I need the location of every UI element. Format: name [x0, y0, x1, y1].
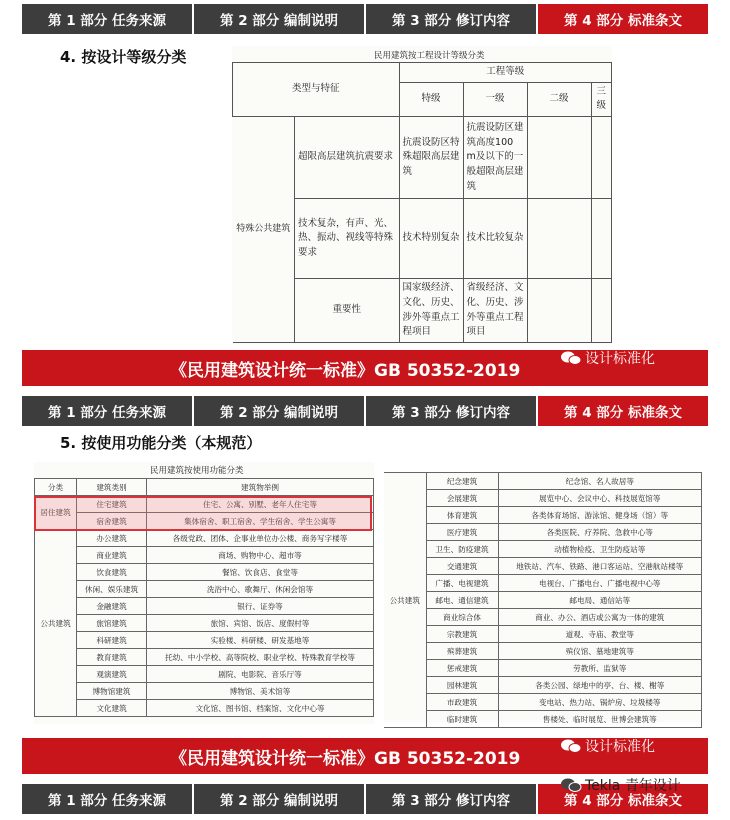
residential-label: 居住建筑	[35, 496, 77, 530]
example-cell: 展览中心、会议中心、科技展览馆等	[498, 490, 702, 507]
function-table-right	[384, 472, 702, 728]
design-grade-table	[232, 62, 612, 343]
kind-cell: 教育建筑	[77, 649, 147, 666]
kind-cell: 临时建筑	[426, 711, 498, 728]
nav-tab-standard-text[interactable]: 第 4 部分 标准条文	[538, 4, 708, 34]
standard-title: 《民用建筑设计统一标准》GB 50352-2019	[170, 749, 521, 769]
table-row	[35, 598, 374, 615]
special-cell: 抗震设防区特殊超限高层建筑	[399, 117, 463, 199]
bottom-watermark-text: Tekla 青年设计	[585, 778, 681, 794]
nav-tab-task-source[interactable]: 第 1 部分 任务来源	[22, 784, 194, 814]
example-cell: 商场、购物中心、超市等	[147, 547, 374, 564]
section-nav-2	[22, 396, 708, 426]
table-row	[35, 666, 374, 683]
example-cell: 各级党政、团体、企事业单位办公楼、商务写字楼等	[147, 530, 374, 547]
kind-cell: 博物馆建筑	[77, 683, 147, 700]
table-row	[35, 615, 374, 632]
example-cell: 餐馆、饮食店、食堂等	[147, 564, 374, 581]
watermark-text: 设计标准化	[585, 739, 655, 755]
function-table-scan-left	[34, 462, 374, 724]
example-cell: 旅馆、宾馆、饭店、度假村等	[147, 615, 374, 632]
residential-highlight	[34, 496, 372, 531]
one-cell: 技术比较复杂	[463, 199, 527, 279]
special-cell: 国家级经济、文化、历史、涉外等重点工程项目	[399, 279, 463, 343]
header-type-feature: 类型与特征	[233, 63, 400, 117]
example-cell: 洗浴中心、歌舞厅、休闲会馆等	[147, 581, 374, 598]
kind-cell: 广播、电视建筑	[426, 575, 498, 592]
watermark-wechat	[560, 736, 655, 756]
header-grade: 工程等级	[399, 63, 611, 83]
example-cell: 托幼、中小学校、高等院校、职业学校、特殊教育学校等	[147, 649, 374, 666]
kind-cell: 宿舍建筑	[77, 513, 147, 530]
kind-cell: 旅馆建筑	[77, 615, 147, 632]
table-row	[35, 683, 374, 700]
example-cell: 变电站、热力站、锅炉房、垃圾楼等	[498, 694, 702, 711]
example-cell: 商业、办公、酒店或公寓为一体的建筑	[498, 609, 702, 626]
table-row	[384, 507, 702, 524]
example-cell: 集体宿舍、职工宿舍、学生宿舍、学生公寓等	[147, 513, 374, 530]
example-cell: 售楼处、临时展览、世博会建筑等	[498, 711, 702, 728]
watermark-text: 设计标准化	[585, 351, 655, 367]
header-kind: 建筑类别	[77, 479, 147, 496]
table-row	[35, 547, 374, 564]
public-label: 公共建筑	[35, 530, 77, 717]
feature-cell: 技术复杂，有声、光、热、振动、视线等特殊要求	[295, 199, 400, 279]
kind-cell: 商业建筑	[77, 547, 147, 564]
kind-cell: 纪念建筑	[426, 473, 498, 490]
public-label: 公共建筑	[384, 473, 426, 728]
table-row	[35, 649, 374, 666]
example-cell: 劳教所、监狱等	[498, 660, 702, 677]
kind-cell: 会展建筑	[426, 490, 498, 507]
example-cell: 殡仪馆、墓地建筑等	[498, 643, 702, 660]
kind-cell: 医疗建筑	[426, 524, 498, 541]
example-cell: 银行、证券等	[147, 598, 374, 615]
table-row	[35, 700, 374, 717]
example-cell: 各类体育场馆、游泳馆、健身场（馆）等	[498, 507, 702, 524]
table-row	[384, 694, 702, 711]
one-cell: 抗震设防区建筑高度100 m及以下的一般超限高层建筑	[463, 117, 527, 199]
group-special-public: 特殊公共建筑	[233, 117, 295, 343]
example-cell: 地铁站、汽车、铁路、港口客运站、空港航站楼等	[498, 558, 702, 575]
table-row	[384, 490, 702, 507]
standard-banner-2	[22, 738, 708, 774]
table-row	[384, 660, 702, 677]
nav-tab-compilation[interactable]: 第 2 部分 编制说明	[194, 784, 366, 814]
section4-heading: 4. 按设计等级分类	[60, 48, 187, 66]
section-nav-1	[22, 4, 708, 34]
header-special: 特级	[399, 82, 463, 116]
kind-cell: 交通建筑	[426, 558, 498, 575]
table-row	[384, 592, 702, 609]
example-cell: 各类医院、疗养院、急救中心等	[498, 524, 702, 541]
kind-cell: 园林建筑	[426, 677, 498, 694]
header-example: 建筑物举例	[147, 479, 374, 496]
nav-tab-task-source[interactable]: 第 1 部分 任务来源	[22, 396, 194, 426]
table-row	[384, 609, 702, 626]
nav-tab-revision[interactable]: 第 3 部分 修订内容	[366, 396, 538, 426]
table-row	[384, 643, 702, 660]
nav-tab-standard-text[interactable]: 第 4 部分 标准条文	[538, 784, 708, 814]
design-grade-table-title: 民用建筑按工程设计等级分类	[374, 51, 485, 61]
wechat-icon	[560, 738, 582, 754]
nav-tab-standard-text[interactable]: 第 4 部分 标准条文	[538, 396, 708, 426]
example-cell: 各类公园、绿地中的亭、台、楼、榭等	[498, 677, 702, 694]
feature-cell: 重要性	[295, 279, 400, 343]
table-row	[384, 575, 702, 592]
standard-title: 《民用建筑设计统一标准》GB 50352-2019	[170, 361, 521, 381]
section5-heading: 5. 按使用功能分类（本规范）	[60, 434, 262, 452]
kind-cell: 科研建筑	[77, 632, 147, 649]
kind-cell: 休闲、娱乐建筑	[77, 581, 147, 598]
table-row	[384, 677, 702, 694]
kind-cell: 办公建筑	[77, 530, 147, 547]
special-cell: 技术特别复杂	[399, 199, 463, 279]
function-table-title: 民用建筑按使用功能分类	[150, 466, 244, 476]
watermark-wechat	[560, 348, 655, 368]
kind-cell: 殡葬建筑	[426, 643, 498, 660]
kind-cell: 邮电、通信建筑	[426, 592, 498, 609]
table-row	[384, 524, 702, 541]
example-cell: 动植物检疫、卫生防疫站等	[498, 541, 702, 558]
kind-cell: 住宅建筑	[77, 496, 147, 513]
example-cell: 邮电局、通信站等	[498, 592, 702, 609]
design-grade-table-scan	[232, 46, 612, 344]
example-cell: 纪念馆、名人故居等	[498, 473, 702, 490]
example-cell: 实验楼、科研楼、研发基地等	[147, 632, 374, 649]
header-category: 分类	[35, 479, 77, 496]
nav-tab-compilation[interactable]: 第 2 部分 编制说明	[194, 4, 366, 34]
table-row	[384, 541, 702, 558]
example-cell: 住宅、公寓、别墅、老年人住宅等	[147, 496, 374, 513]
header-one: 一级	[463, 82, 527, 116]
header-three: 三级	[591, 82, 611, 116]
table-row	[35, 632, 374, 649]
example-cell: 剧院、电影院、音乐厅等	[147, 666, 374, 683]
nav-tab-revision[interactable]: 第 3 部分 修订内容	[366, 784, 538, 814]
example-cell: 道观、寺庙、教堂等	[498, 626, 702, 643]
wechat-icon	[560, 350, 582, 366]
table-row	[384, 473, 702, 490]
nav-tab-revision[interactable]: 第 3 部分 修订内容	[366, 4, 538, 34]
table-row	[35, 581, 374, 598]
kind-cell: 宗教建筑	[426, 626, 498, 643]
kind-cell: 体育建筑	[426, 507, 498, 524]
bottom-watermark	[560, 775, 681, 795]
example-cell: 电视台、广播电台、广播电视中心等	[498, 575, 702, 592]
wechat-icon	[560, 777, 582, 793]
table-row	[35, 530, 374, 547]
feature-cell: 超限高层建筑抗震要求	[295, 117, 400, 199]
example-cell: 文化馆、图书馆、档案馆、文化中心等	[147, 700, 374, 717]
kind-cell: 观演建筑	[77, 666, 147, 683]
kind-cell: 卫生、防疫建筑	[426, 541, 498, 558]
kind-cell: 商业综合体	[426, 609, 498, 626]
example-cell: 博物馆、美术馆等	[147, 683, 374, 700]
one-cell: 省级经济、文化、历史、涉外等重点工程项目	[463, 279, 527, 343]
standard-banner-1	[22, 350, 708, 386]
table-row	[35, 564, 374, 581]
table-row	[384, 626, 702, 643]
nav-tab-compilation[interactable]: 第 2 部分 编制说明	[194, 396, 366, 426]
kind-cell: 惩戒建筑	[426, 660, 498, 677]
kind-cell: 金融建筑	[77, 598, 147, 615]
kind-cell: 市政建筑	[426, 694, 498, 711]
function-table-scan-right	[384, 472, 702, 722]
nav-tab-task-source[interactable]: 第 1 部分 任务来源	[22, 4, 194, 34]
kind-cell: 饮食建筑	[77, 564, 147, 581]
table-row	[384, 558, 702, 575]
kind-cell: 文化建筑	[77, 700, 147, 717]
header-two: 二级	[527, 82, 591, 116]
table-row	[384, 711, 702, 728]
